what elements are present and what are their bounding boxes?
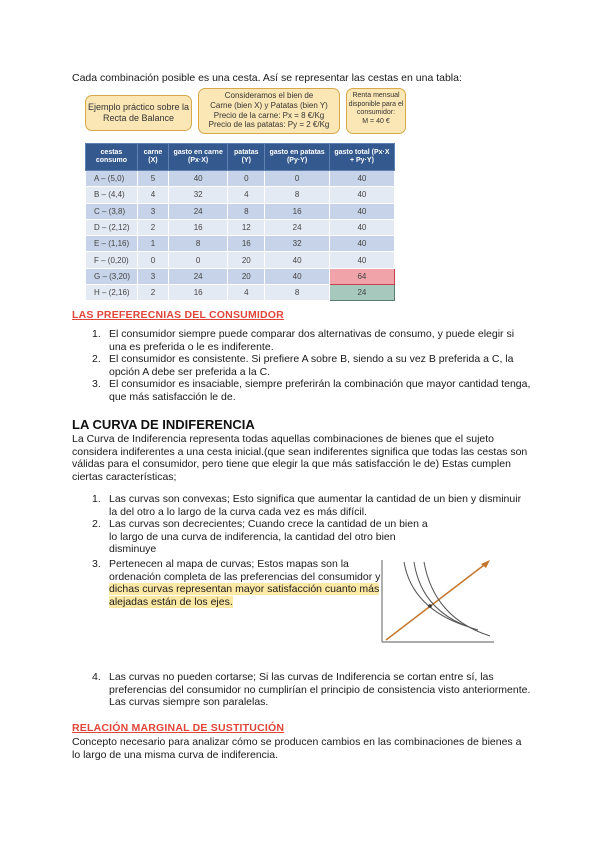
list-item: 3. El consumidor es insaciable, siempre preferirán la combinación que mayor cantidad tenga, que más satisfacción le de. [92,378,531,403]
rms-heading: RELACIÓN MARGINAL DE SUSTITUCIÓN [72,722,285,734]
callout-line: M = 40 € [362,117,390,125]
list-item: 2. Las curvas son decrecientes; Cuando crece la cantidad de un bien a lo largo de una curva de indiferencia, la cantidad del otro bien disminuye [92,518,428,556]
list-item: 3. Pertenecen al mapa de curvas; Estos mapas son la ordenación completa de las preferencias del consumidor y dichas curvas representan mayor satisfacción cuanto más alejadas están de los ejes. [92,558,381,608]
table-cell: 32 [265,236,330,252]
indifference-curve-3 [424,562,490,636]
indifference-map-diagram [378,556,496,648]
table-cell: 12 [228,219,265,235]
table-cell: 40 [265,252,330,268]
list-item-text: Las curvas no pueden cortarse; Si las curvas de Indiferencia se cortan entre sí, las preferencias del consumidor no cumplirían el principio de consistencia visto anteriormente. Las curvas siempre son paralelas. [109,671,531,709]
preferences-heading: LAS PREFERECNIAS DEL CONSUMIDOR [72,309,284,321]
column-header: patatas (Y) [228,144,265,171]
example-callout-text: Ejemplo práctico sobre la Recta de Balance [87,102,190,123]
table-cell: 8 [265,285,330,301]
table-cell: 40 [329,252,394,268]
baskets-table [85,143,395,301]
table-cell: 4 [228,285,265,301]
indifference-list-a [92,493,532,556]
table-cell: 8 [228,203,265,219]
table-cell: D – (2,12) [86,219,138,235]
table-cell: 16 [169,219,228,235]
table-cell: B – (4,4) [86,187,138,203]
callout-line: Consideramos el bien de [224,91,314,100]
column-header: gasto en carne (Px·X) [169,144,228,171]
table-cell: E – (1,16) [86,236,138,252]
table-cell: F – (0,20) [86,252,138,268]
list-item-text: El consumidor siempre puede comparar dos alternativas de consumo, y puede elegir si una es preferida o le es indiferente. [109,328,515,353]
table-row [86,268,395,284]
table-cell: 16 [228,236,265,252]
callout-line: Carne (bien X) y Patatas (bien Y) [210,100,328,110]
table-cell: 40 [329,236,394,252]
table-cell: H – (2,16) [86,285,138,301]
table-cell: 2 [137,219,168,235]
table-cell: 24 [265,219,330,235]
table-row [86,219,395,235]
table-cell: 40 [265,268,330,284]
column-header: gasto total (Px·X + Py·Y) [329,144,394,171]
callout-line: Precio de las patatas: Py = 2 €/Kg [208,120,330,130]
table-cell: 0 [137,252,168,268]
table-cell: G – (3,20) [86,268,138,284]
column-header: gasto en patatas (Py·Y) [265,144,330,171]
list-item-text: Las curvas son convexas; Esto significa que aumentar la cantidad de un bien y disminuir la del otro a lo largo de la curva cada vez es más difícil. [109,493,522,518]
table-cell: 0 [265,171,330,187]
table-row [86,285,395,301]
table-cell: 24 [169,203,228,219]
table-cell-highlight-green: 24 [329,285,394,301]
rms-paragraph: Concepto necesario para analizar cómo se producen cambios en las combinaciones de bienes a lo largo de una misma curva de indiferencia. [72,736,522,761]
list-item-text: Pertenecen al mapa de curvas; Estos mapas son la ordenación completa de las preferencias del consumidor y [109,558,381,583]
table-cell: C – (3,8) [86,203,138,219]
example-callout [85,95,192,131]
column-header: carne (X) [137,144,168,171]
list-item: 1. Las curvas son convexas; Esto significa que aumentar la cantidad de un bien y disminuir la del otro a lo largo de la curva cada vez es más difícil. [92,493,522,518]
table-cell: 2 [137,285,168,301]
table-row [86,171,395,187]
table-cell: A – (5,0) [86,171,138,187]
callout-line: Renta mensual [352,92,400,99]
table-cell: 0 [228,171,265,187]
list-item-text: Las curvas son decrecientes; Cuando crece la cantidad de un bien a lo largo de una curva de indiferencia, la cantidad del otro bien disminuye [109,518,428,556]
table-cell: 16 [169,285,228,301]
list-item-text: El consumidor es consistente. Si prefiere A sobre B, siendo a su vez B preferida a C, la opción A debe ser preferida a la C. [109,353,514,378]
list-item: 2. El consumidor es consistente. Si prefiere A sobre B, siendo a su vez B preferida a C, la opción A debe ser preferida a la C. [92,353,514,378]
table-cell: 32 [169,187,228,203]
table-cell: 40 [329,219,394,235]
table-row [86,252,395,268]
table-cell: 40 [329,171,394,187]
table-cell-highlight-red: 64 [329,268,394,284]
table-cell: 3 [137,203,168,219]
table-cell: 0 [169,252,228,268]
callout-line: Precio de la carne: Px = 8 €/Kg [213,110,325,120]
callout-line: disponible para el [348,100,404,108]
budget-callout [346,88,406,134]
list-item-text: El consumidor es insaciable, siempre preferirán la combinación que mayor cantidad tenga, que más satisfacción le de. [109,378,531,403]
preferences-list [92,328,532,404]
table-row [86,203,395,219]
table-cell: 40 [329,203,394,219]
indifference-list-b [92,558,382,608]
consumption-callout [198,88,340,134]
callout-line: consumidor: [356,109,396,117]
table-row [86,187,395,203]
indifference-list-c [92,671,532,709]
column-header: cestas consumo [86,144,138,171]
table-cell: 40 [329,187,394,203]
list-item: 1. El consumidor siempre puede comparar dos alternativas de consumo, y puede elegir si una es preferida o le es indiferente. [92,328,515,353]
indifference-paragraph: La Curva de Indiferencia representa todas aquellas combinaciones de bienes que el sujeto considera indiferentes a una cesta inicial.(que sean indiferentes significa que todas las cestas son válidas para el consumidor, pero tiene que elegir la que más satisfacción le de) Estas cumplen ciertas características; [72,433,528,483]
table-cell: 4 [228,187,265,203]
table-header-row [86,144,395,171]
highlighted-text: dichas curvas representan mayor satisfacción cuanto más alejadas están de los ejes. [109,583,380,608]
indifference-curve-2 [414,562,478,630]
table-cell: 3 [137,268,168,284]
table-cell: 8 [169,236,228,252]
table-cell: 5 [137,171,168,187]
table-cell: 40 [169,171,228,187]
table-row [86,236,395,252]
list-item: 4. Las curvas no pueden cortarse; Si las curvas de Indiferencia se cortan entre sí, las preferencias del consumidor no cumplirían el principio de consistencia visto anteriormente. Las curvas siempre son paralelas. [92,671,531,709]
table-cell: 4 [137,187,168,203]
intro-text: Cada combinación posible es una cesta. Así se representar las cestas en una tabla: [72,72,462,84]
table-cell: 16 [265,203,330,219]
table-cell: 8 [265,187,330,203]
indifference-title: LA CURVA DE INDIFERENCIA [72,417,255,432]
table-cell: 24 [169,268,228,284]
table-cell: 20 [228,252,265,268]
table-cell: 20 [228,268,265,284]
table-cell: 1 [137,236,168,252]
tangency-point [428,604,432,608]
